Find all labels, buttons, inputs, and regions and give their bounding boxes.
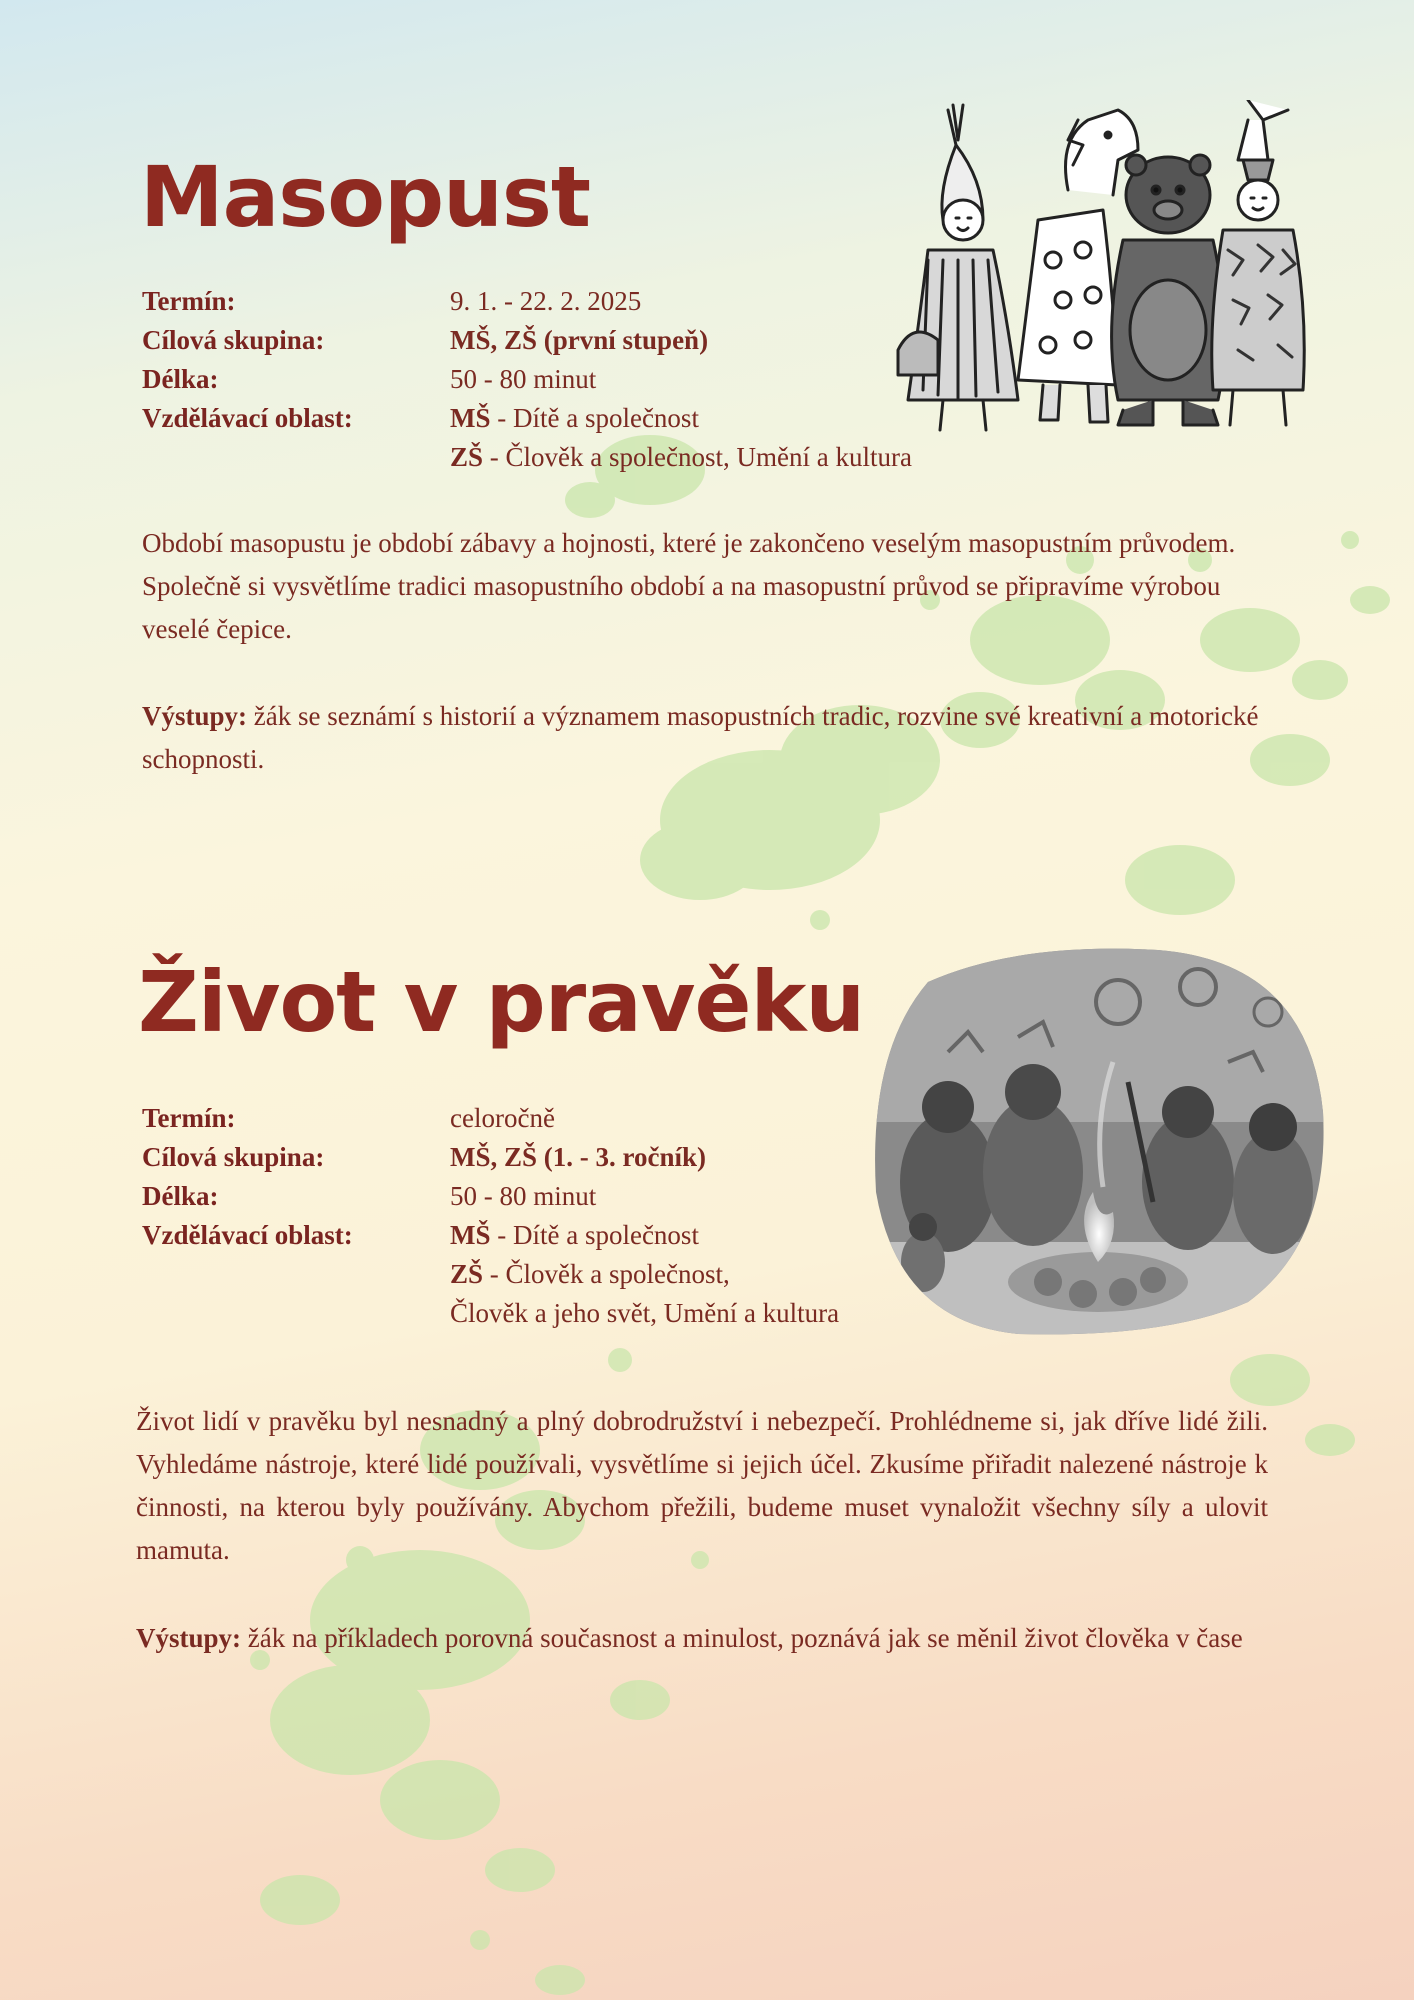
info-label: Vzdělávací oblast: bbox=[142, 403, 353, 433]
outcomes-masopust: Výstupy: žák se seznámí s historií a významem masopustních tradic, rozvine své kreativní a motorické schopnosti. bbox=[142, 701, 1259, 774]
info-row bbox=[142, 438, 912, 477]
info-label: Cílová skupina: bbox=[142, 1142, 325, 1172]
info-label bbox=[142, 1294, 450, 1333]
info-value: MŠ - Dítě a společnost bbox=[450, 403, 699, 433]
info-label: Délka: bbox=[142, 1181, 219, 1211]
info-row bbox=[142, 321, 912, 360]
info-value: ZŠ - Člověk a společnost, bbox=[450, 1259, 730, 1289]
info-label: Termín: bbox=[142, 286, 236, 316]
info-row bbox=[142, 1138, 839, 1177]
info-table-masopust bbox=[142, 282, 912, 477]
info-row bbox=[142, 1294, 839, 1333]
info-table-pravek bbox=[142, 1099, 839, 1333]
outcomes-pravek: Výstupy: žák na příkladech porovná současnost a minulost, poznává jak se měnil život člověka v čase bbox=[136, 1623, 1243, 1653]
info-row bbox=[142, 1255, 839, 1294]
info-value: 9. 1. - 22. 2. 2025 bbox=[450, 286, 642, 316]
info-row bbox=[142, 360, 912, 399]
info-label bbox=[142, 438, 450, 477]
info-label: Délka: bbox=[142, 364, 219, 394]
info-label: Vzdělávací oblast: bbox=[142, 1220, 353, 1250]
info-row bbox=[142, 1099, 839, 1138]
carnival-masks-illustration bbox=[868, 100, 1318, 440]
description-masopust: Období masopustu je období zábavy a hojnosti, které je zakončeno veselým masopustním průvodem. Společně si vysvětlíme tradici masopustního období a na masopustní průvod se připravíme výrobou veselé čepice. bbox=[142, 528, 1236, 644]
info-row bbox=[142, 1216, 839, 1255]
info-label: Cílová skupina: bbox=[142, 325, 325, 355]
info-row bbox=[142, 399, 912, 438]
info-label: Termín: bbox=[142, 1103, 236, 1133]
info-value: ZŠ - Člověk a společnost, Umění a kultura bbox=[450, 442, 912, 472]
info-value: 50 - 80 minut bbox=[450, 1181, 597, 1211]
info-value: Člověk a jeho svět, Umění a kultura bbox=[450, 1298, 840, 1328]
section-title-pravek: Život v pravěku bbox=[138, 953, 865, 1051]
info-value: MŠ, ZŠ (první stupeň) bbox=[450, 325, 709, 355]
info-value: 50 - 80 minut bbox=[450, 364, 597, 394]
info-label bbox=[142, 1255, 450, 1294]
info-value: celoročně bbox=[450, 1103, 555, 1133]
prehistoric-campfire-illustration bbox=[868, 942, 1330, 1338]
info-value: MŠ, ZŠ (1. - 3. ročník) bbox=[450, 1142, 707, 1172]
description-pravek: Život lidí v pravěku byl nesnadný a plný dobrodružství i nebezpečí. Prohlédneme si, jak dříve lidé žili. Vyhledáme nástroje, které lidé používali, vysvětlíme si jejich účel. Zkusíme přiřadit nalezené nástroje k činnosti, na kterou byly používány. Abychom přežili, budeme muset vynaložit všechny síly a ulovit mamuta. bbox=[136, 1406, 1268, 1565]
info-value: MŠ - Dítě a společnost bbox=[450, 1220, 699, 1250]
info-row bbox=[142, 282, 912, 321]
info-row bbox=[142, 1177, 839, 1216]
section-title-masopust: Masopust bbox=[140, 148, 591, 246]
